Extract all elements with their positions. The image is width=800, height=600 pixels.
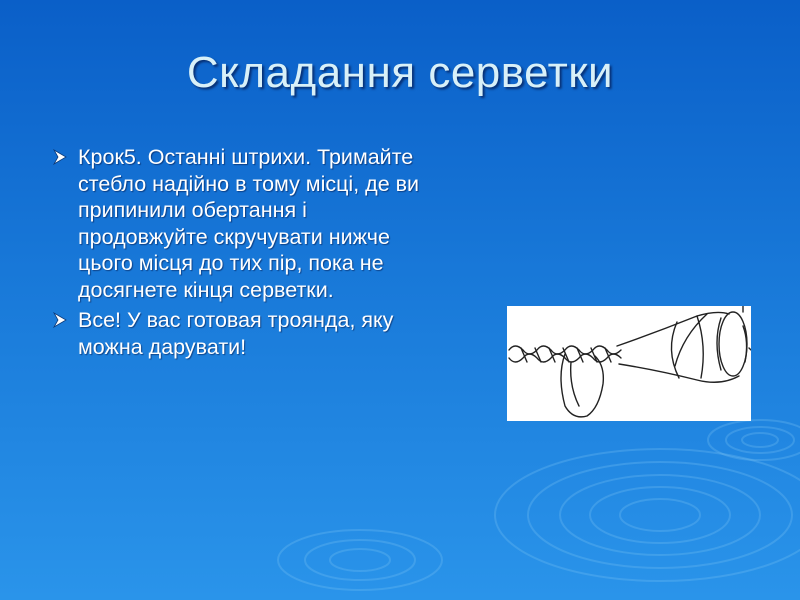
twisted-napkin-illustration [507, 306, 751, 421]
arrowhead-bullet-icon [52, 311, 68, 329]
bullet-text: Все! У вас готовая троянда, яку можна дарувати! [78, 308, 394, 359]
napkin-drawing [507, 306, 751, 421]
slide-title: Складання серветки [186, 48, 614, 97]
bullet-list [50, 144, 440, 364]
bullet-item-step5 [50, 144, 440, 303]
bullet-text: Крок5. Останні штрихи. Тримайте стебло надійно в тому місці, де ви припинили обертання і продовжуйте скручувати нижче цього місця до тих пір, пока не досягнете кінця серветки. [78, 145, 420, 302]
bullet-item-done [50, 307, 440, 360]
arrowhead-bullet-icon [52, 148, 68, 166]
